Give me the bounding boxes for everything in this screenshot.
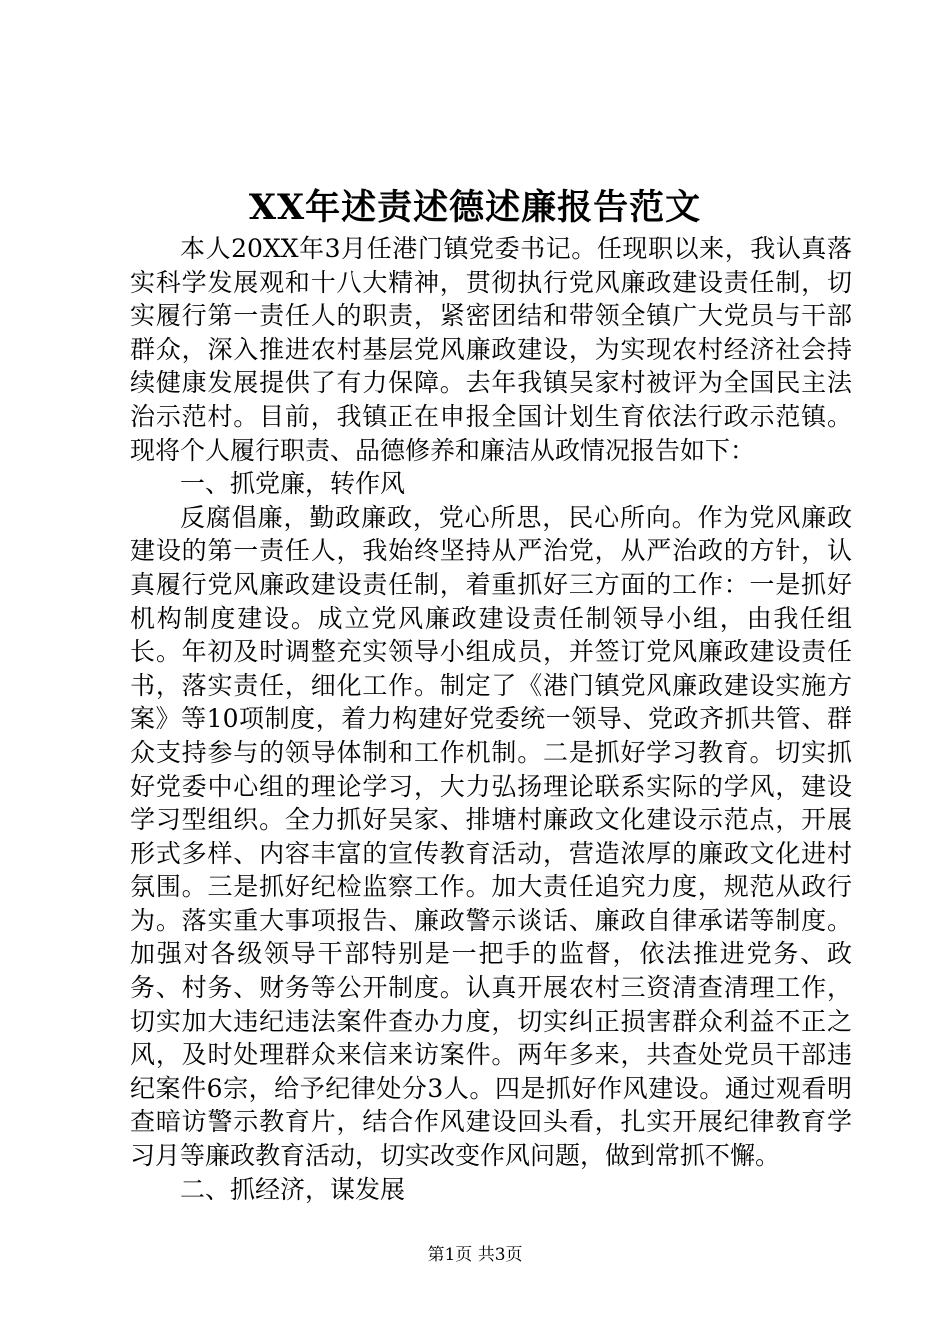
section-heading-1: 一、抓党廉，转作风 [180, 469, 406, 499]
document-title: XX年述责述德述廉报告范文 [248, 187, 702, 228]
page-footer: 第1页 共3页 [427, 1245, 523, 1265]
section-1-paragraph: 反腐倡廉，勤政廉政，党心所思，民心所向。作为党风廉政建设的第一责任人，我始终坚持从严治党，从严治政的方针，认真履行党风廉政建设责任制，着重抓好三方面的工作：一是抓好机构制度建设。成立党风廉政建设责任制领导小组，由我任组长。年初及时调整充实领导小组成员，并签订党风廉政建设责任书，落实责任，细化工作。制定了《港门镇党风廉政建设实施方案》等10项制度，着力构建好党委统一领导、党政齐抓共管、群众支持参与的领导体制和工作机制。二是抓好学习教育。切实抓好党委中心组的理论学习，大力弘扬理论联系实际的学风，建设学习型组织。全力抓好吴家、排塘村廉政文化建设示范点，开展形式多样、内容丰富的宣传教育活动，营造浓厚的廉政文化进村氛围。三是抓好纪检监察工作。加大责任追究力度，规范从政行为。落实重大事项报告、廉政警示谈话、廉政自律承诺等制度。加强对各级领导干部特别是一把手的监督，依法推进党务、政务、村务、财务等公开制度。认真开展农村三资清查清理工作，切实加大违纪违法案件查办力度，切实纠正损害群众利益不正之风，及时处理群众来信来访案件。两年多来，共查处党员干部违纪案件6宗，给予纪律处分3人。四是抓好作风建设。通过观看明查暗访警示教育片，结合作风建设回头看，扎实开展纪律教育学习月等廉政教育活动，切实改变作风问题，做到常抓不懈。 [130, 502, 852, 1171]
document-body [130, 232, 852, 1206]
section-heading-2: 二、抓经济，谋发展 [180, 1174, 406, 1204]
intro-paragraph: 本人20XX年3月任港门镇党委书记。任现职以来，我认真落实科学发展观和十八大精神，贯彻执行党风廉政建设责任制，切实履行第一责任人的职责，紧密团结和带领全镇广大党员与干部群众，深入推进农村基层党风廉政建设，为实现农村经济社会持续健康发展提供了有力保障。去年我镇吴家村被评为全国民主法治示范村。目前，我镇正在申报全国计划生育依法行政示范镇。现将个人履行职责、品德修养和廉洁从政情况报告如下： [130, 234, 852, 465]
